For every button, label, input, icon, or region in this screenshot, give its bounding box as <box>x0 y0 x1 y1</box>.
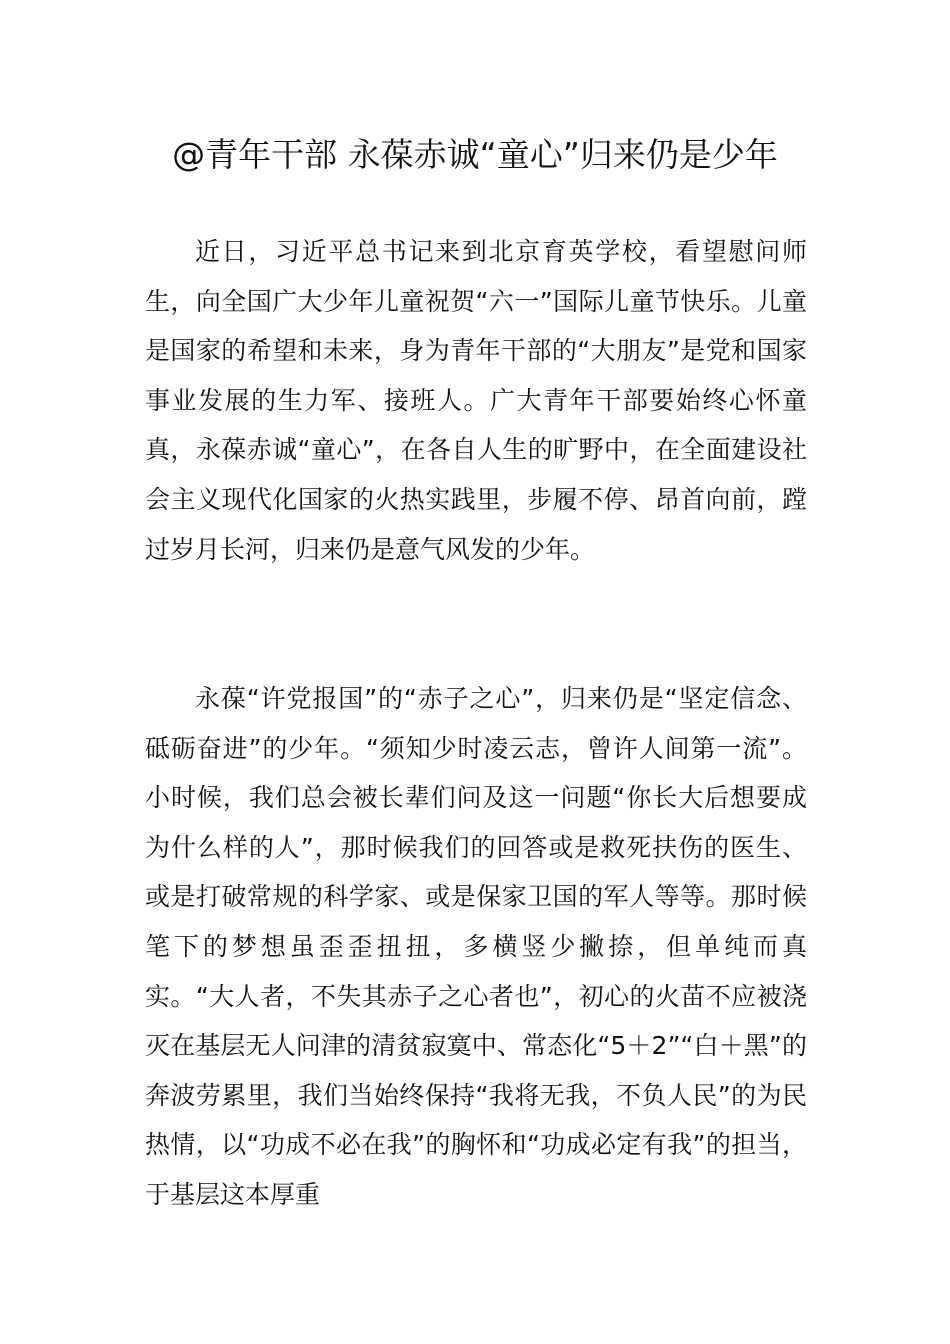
paragraph-body: 永葆“许党报国”的“赤子之心”，归来仍是“坚定信念、砥砺奋进”的少年。“须知少时凌云志，曾许人间第一流”。小时候，我们总会被长辈们问及这一问题“你长大后想要成为什么样的人”，那时候我们的回答或是救死扶伤的医生、或是打破常规的科学家、或是保家卫国的军人等等。那时候笔下的梦想虽歪歪扭扭，多横竖少撇捺，但单纯而真实。“大人者，不失其赤子之心者也”，初心的火苗不应被浇灭在基层无人问津的清贫寂寞中、常态化“5＋2”“白＋黑”的奔波劳累里，我们当始终保持“我将无我，不负人民”的为民热情，以“功成不必在我”的胸怀和“功成必定有我”的担当，于基层这本厚重 <box>145 684 807 1209</box>
paragraph-intro: 近日，习近平总书记来到北京育英学校，看望慰问师生，向全国广大少年儿童祝贺“六一”国际儿童节快乐。儿童是国家的希望和未来，身为青年干部的“大朋友”是党和国家事业发展的生力军、接班人。广大青年干部要始终心怀童真，永葆赤诚“童心”，在各自人生的旷野中，在全面建设社会主义现代化国家的火热实践里，步履不停、昂首向前，蹚过岁月长河，归来仍是意气风发的少年。 <box>145 237 807 564</box>
document-title: @青年干部 永葆赤诚“童心”归来仍是少年 <box>172 135 778 174</box>
